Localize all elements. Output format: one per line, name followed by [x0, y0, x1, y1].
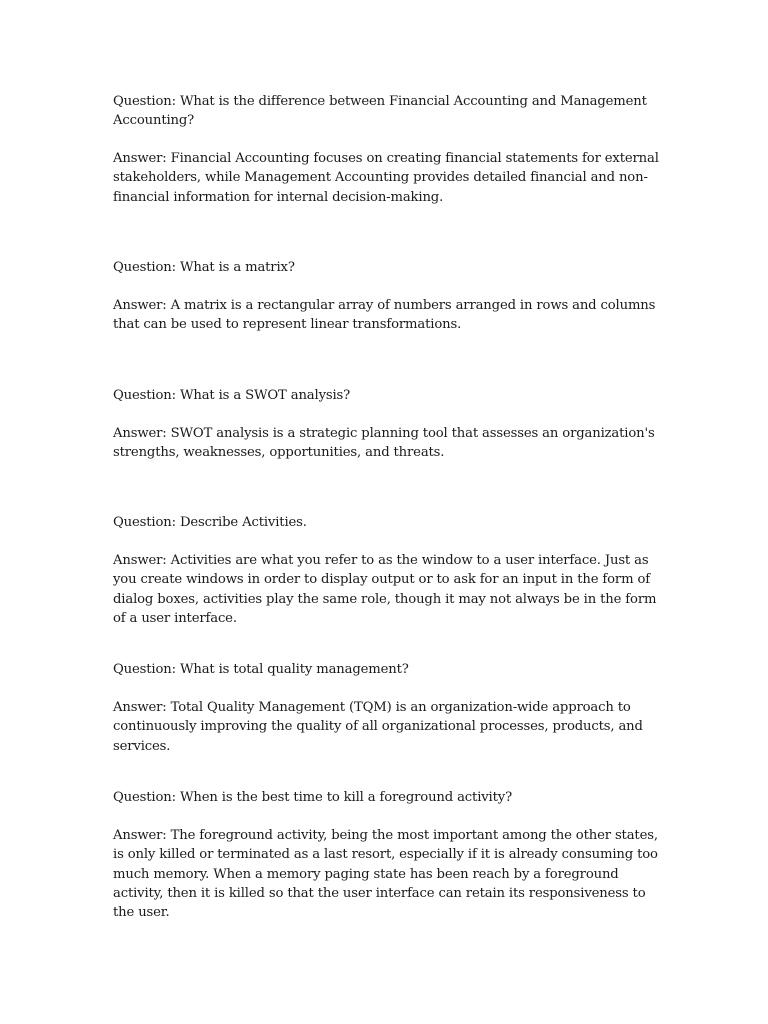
answer-5: Answer: Total Quality Management (TQM) is an organization-wide approach to continuously improving the quality of all organizational processes, products, and services. [113, 700, 643, 754]
answer-1: Answer: Financial Accounting focuses on creating financial statements for external stakeholders, while Management Accounting provides detailed financial and non-financial information for internal decision-making. [113, 151, 659, 205]
answer-6: Answer: The foreground activity, being the most important among the other states, is only killed or terminated as a last resort, especially if it is already consuming too much memory. When a memory paging state has been reach by a foreground activity, then it is killed so that the user interface can retain its responsiveness to the user. [113, 828, 658, 921]
question-6: Question: When is the best time to kill a foreground activity? [113, 790, 512, 805]
question-2: Question: What is a matrix? [113, 260, 295, 275]
question-4: Question: Describe Activities. [113, 515, 307, 530]
question-3: Question: What is a SWOT analysis? [113, 388, 351, 403]
question-1: Question: What is the difference between Financial Accounting and Management Accounting? [113, 94, 647, 129]
answer-4: Answer: Activities are what you refer to as the window to a user interface. Just as you create windows in order to display output or to ask for an input in the form of dialog boxes, activities play the same role, though it may not always be in the form of a user interface. [113, 553, 657, 626]
answer-3: Answer: SWOT analysis is a strategic planning tool that assesses an organization's strengths, weaknesses, opportunities, and threats. [113, 426, 655, 461]
question-5: Question: What is total quality management? [113, 662, 409, 677]
answer-2: Answer: A matrix is a rectangular array of numbers arranged in rows and columns that can be used to represent linear transformations. [113, 298, 656, 333]
